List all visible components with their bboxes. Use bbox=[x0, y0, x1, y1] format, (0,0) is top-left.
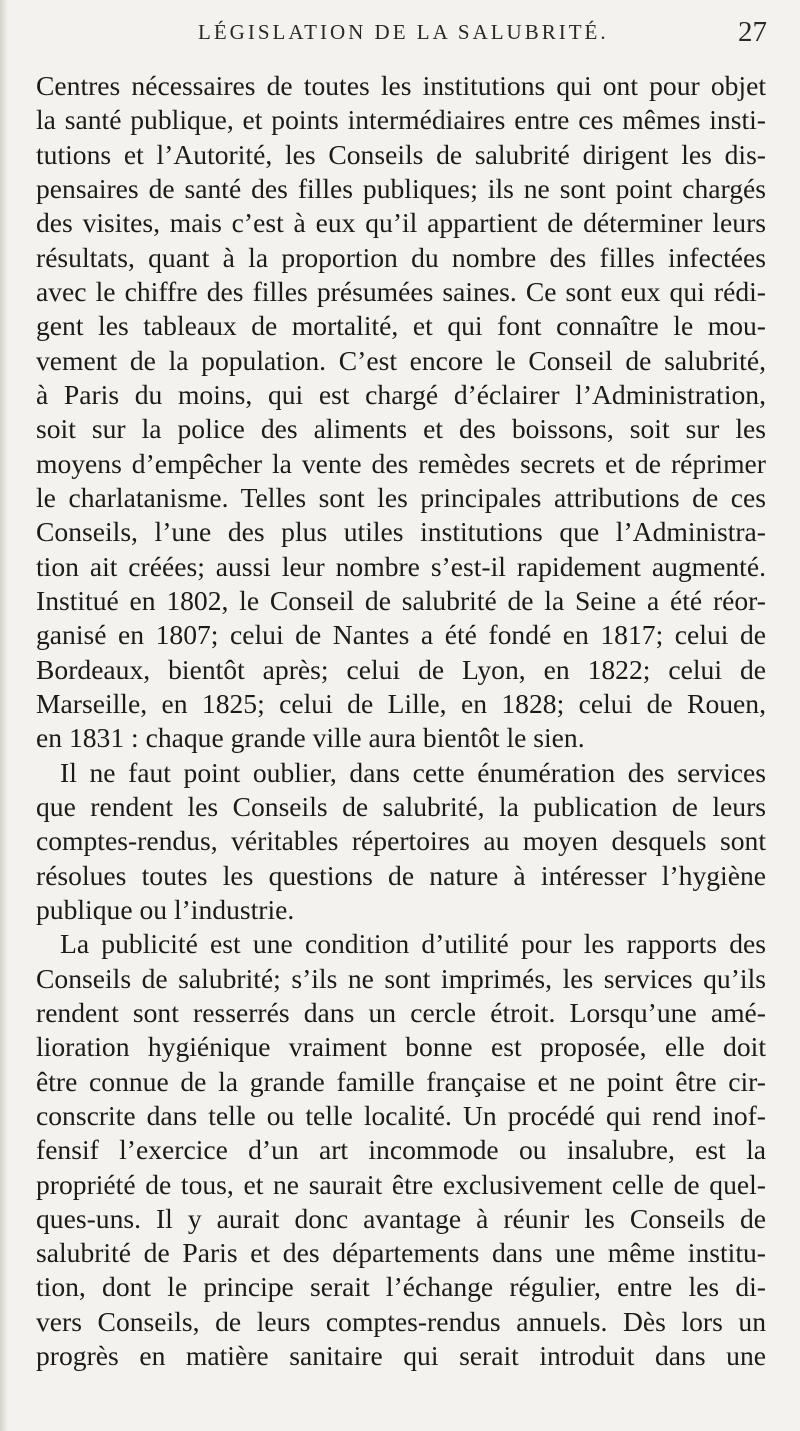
text-line: ganisé en 1807; celui de Nantes a été fondé en 1817; celui de bbox=[36, 619, 766, 651]
page-number: 27 bbox=[738, 16, 767, 48]
text-line: tion ait créées; aussi leur nombre s’est-il rapidement augmenté. bbox=[36, 550, 766, 582]
text-line: progrès en matière sanitaire qui serait introduit dans une bbox=[36, 1340, 766, 1372]
text-line: Il ne faut point oublier, dans cette énumération des services bbox=[60, 756, 766, 788]
text-line: tutions et l’Autorité, les Conseils de salubrité dirigent les dis- bbox=[36, 138, 766, 170]
text-line: gent les tableaux de mortalité, et qui font connaître le mou- bbox=[36, 310, 766, 342]
text-line: vers Conseils, de leurs comptes-rendus annuels. Dès lors un bbox=[36, 1305, 766, 1337]
running-head bbox=[0, 14, 800, 54]
text-line: pensaires de santé des filles publiques; ils ne sont point chargés bbox=[36, 172, 766, 204]
text-line: fensif l’exercice d’un art incommode ou insalubre, est la bbox=[36, 1134, 766, 1166]
text-line: tion, dont le principe serait l’échange régulier, entre les di- bbox=[36, 1271, 766, 1303]
text-line: Institué en 1802, le Conseil de salubrité de la Seine a été réor- bbox=[36, 584, 766, 616]
text-line: rendent sont resserrés dans un cercle étroit. Lorsqu’une amé- bbox=[36, 996, 766, 1028]
text-line: Bordeaux, bientôt après; celui de Lyon, en 1822; celui de bbox=[36, 653, 766, 685]
text-line: ques-uns. Il y aurait donc avantage à réunir les Conseils de bbox=[36, 1202, 766, 1234]
text-line: être connue de la grande famille française et ne point être cir- bbox=[36, 1065, 766, 1097]
text-line: Marseille, en 1825; celui de Lille, en 1828; celui de Rouen, bbox=[36, 687, 766, 719]
text-line: salubrité de Paris et des départements dans une même institu- bbox=[36, 1237, 766, 1269]
text-line: publique ou l’industrie. bbox=[36, 893, 295, 925]
text-line: le charlatanisme. Telles sont les principales attributions de ces bbox=[36, 481, 766, 513]
text-line: résultats, quant à la proportion du nombre des filles infectées bbox=[36, 241, 766, 273]
text-line: La publicité est une condition d’utilité pour les rapports des bbox=[60, 928, 766, 960]
text-line: des visites, mais c’est à eux qu’il appartient de déterminer leurs bbox=[36, 207, 766, 239]
text-line: moyens d’empêcher la vente des remèdes secrets et de réprimer bbox=[36, 447, 766, 479]
text-line: avec le chiffre des filles présumées saines. Ce sont eux qui rédi- bbox=[36, 275, 766, 307]
text-line: Conseils, l’une des plus utiles institutions que l’Administra- bbox=[36, 516, 766, 548]
page-edge-shadow bbox=[0, 0, 8, 1431]
text-line: conscrite dans telle ou telle localité. Un procédé qui rend inof- bbox=[36, 1099, 766, 1131]
running-head-title: LÉGISLATION DE LA SALUBRITÉ. bbox=[198, 20, 609, 44]
text-line: soit sur la police des aliments et des boissons, soit sur les bbox=[36, 413, 766, 445]
text-line: résolues toutes les questions de nature à intéresser l’hygiène bbox=[36, 859, 766, 891]
text-line: en 1831 : chaque grande ville aura bientôt le sien. bbox=[36, 722, 585, 754]
text-line: la santé publique, et points intermédiaires entre ces mêmes insti- bbox=[36, 104, 766, 136]
text-line: lioration hygiénique vraiment bonne est proposée, elle doit bbox=[36, 1031, 766, 1063]
text-line: propriété de tous, et ne saurait être exclusivement celle de quel- bbox=[36, 1168, 766, 1200]
text-line: à Paris du moins, qui est chargé d’éclairer l’Administration, bbox=[36, 378, 766, 410]
text-line: comptes-rendus, véritables répertoires au moyen desquels sont bbox=[36, 825, 766, 857]
text-line: Conseils de salubrité; s’ils ne sont imprimés, les services qu’ils bbox=[36, 962, 766, 994]
text-line: vement de la population. C’est encore le Conseil de salubrité, bbox=[36, 344, 766, 376]
text-line: Centres nécessaires de toutes les institutions qui ont pour objet bbox=[36, 70, 766, 101]
body-text bbox=[36, 69, 766, 1373]
text-line: que rendent les Conseils de salubrité, la publication de leurs bbox=[36, 790, 766, 822]
